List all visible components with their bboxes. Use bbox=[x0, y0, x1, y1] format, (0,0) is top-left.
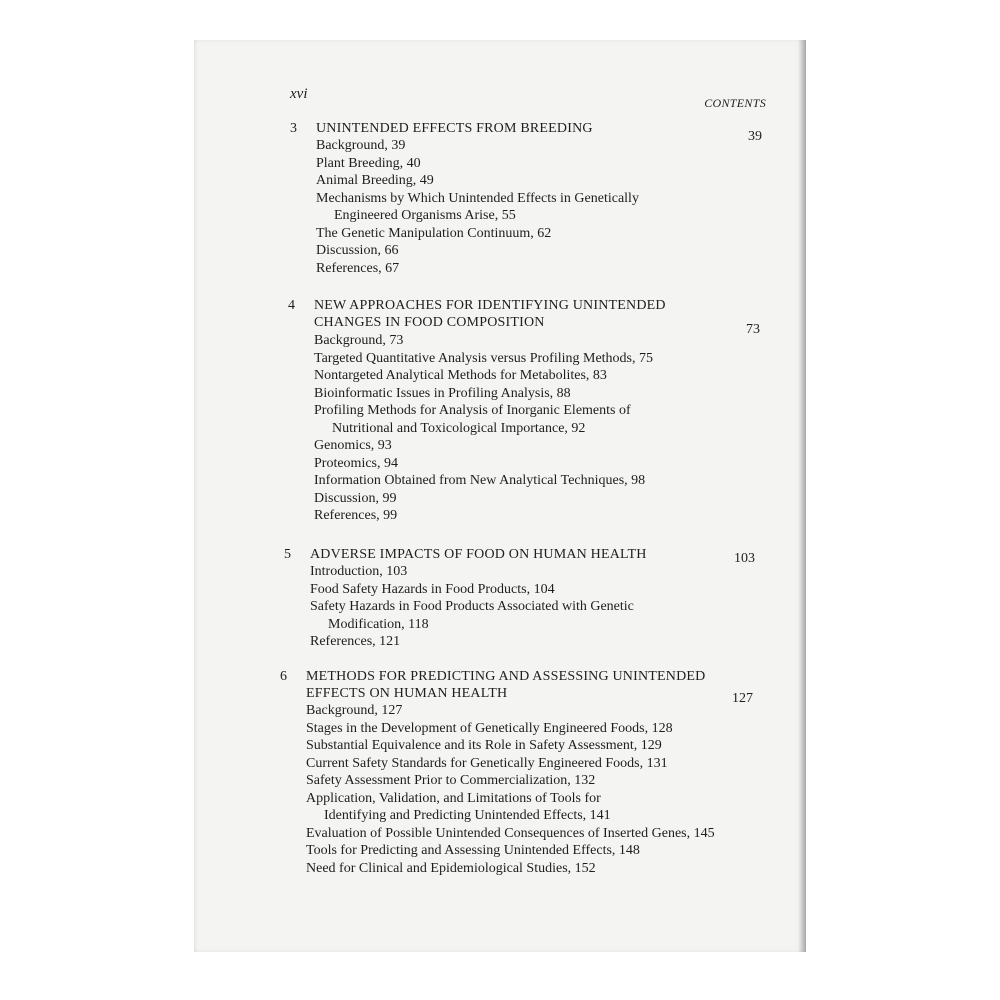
chapter-page-number: 73 bbox=[746, 322, 760, 337]
chapter-entries bbox=[314, 332, 653, 525]
toc-entry: Current Safety Standards for Genetically Engineered Foods, 131 bbox=[306, 755, 668, 771]
chapter-title-line-1: METHODS FOR PREDICTING AND ASSESSING UNINTENDED bbox=[306, 669, 706, 684]
chapter-page-number: 127 bbox=[732, 691, 753, 706]
toc-entry: Tools for Predicting and Assessing Unintended Effects, 148 bbox=[306, 843, 640, 858]
toc-entry: Mechanisms by Which Unintended Effects in Genetically bbox=[316, 190, 639, 206]
toc-entry: Background, 127 bbox=[306, 703, 403, 718]
toc-entry: Food Safety Hazards in Food Products, 104 bbox=[310, 581, 555, 597]
chapter-title: UNINTENDED EFFECTS FROM BREEDING bbox=[316, 121, 593, 136]
chapter-title-line-2: CHANGES IN FOOD COMPOSITION bbox=[314, 315, 545, 330]
toc-entry: Application, Validation, and Limitations of Tools for bbox=[306, 790, 601, 806]
chapter-number: 4 bbox=[288, 298, 295, 313]
book-page bbox=[194, 40, 806, 952]
toc-entry: Safety Assessment Prior to Commercialization, 132 bbox=[306, 773, 596, 788]
toc-entry-continuation: Engineered Organisms Arise, 55 bbox=[334, 208, 516, 223]
chapter-number: 6 bbox=[280, 669, 287, 684]
toc-entry: References, 99 bbox=[314, 508, 398, 523]
toc-entry: Proteomics, 94 bbox=[314, 455, 398, 471]
chapter-entries bbox=[316, 137, 639, 277]
toc-entry: The Genetic Manipulation Continuum, 62 bbox=[316, 225, 552, 241]
toc-entry: References, 121 bbox=[310, 634, 401, 649]
toc-entry: Stages in the Development of Genetically Engineered Foods, 128 bbox=[306, 720, 673, 736]
chapter-page-number: 39 bbox=[748, 129, 762, 144]
chapter-entries bbox=[310, 563, 634, 651]
toc-entry-continuation: Nutritional and Toxicological Importance, 92 bbox=[332, 420, 586, 436]
chapter-entries bbox=[306, 702, 715, 877]
toc-entry: Genomics, 93 bbox=[314, 438, 392, 453]
toc-entry: Bioinformatic Issues in Profiling Analysis, 88 bbox=[314, 385, 571, 401]
page-number-roman: xvi bbox=[290, 86, 308, 102]
toc-entry: Targeted Quantitative Analysis versus Profiling Methods, 75 bbox=[314, 350, 653, 366]
toc-entry: Background, 73 bbox=[314, 333, 404, 348]
toc-entry: Discussion, 66 bbox=[316, 243, 399, 258]
toc-entry: Nontargeted Analytical Methods for Metabolites, 83 bbox=[314, 368, 607, 383]
chapter-number: 3 bbox=[290, 121, 297, 136]
toc-entry-continuation: Identifying and Predicting Unintended Effects, 141 bbox=[324, 808, 611, 823]
toc-entry-continuation: Modification, 118 bbox=[328, 616, 429, 632]
toc-entry: Plant Breeding, 40 bbox=[316, 155, 421, 171]
chapter-title-line-1: NEW APPROACHES FOR IDENTIFYING UNINTENDED bbox=[314, 298, 666, 313]
chapter-page-number: 103 bbox=[734, 551, 755, 566]
chapter-title: ADVERSE IMPACTS OF FOOD ON HUMAN HEALTH bbox=[310, 547, 647, 562]
toc-entry: Evaluation of Possible Unintended Consequences of Inserted Genes, 145 bbox=[306, 825, 715, 841]
chapter-title-line-2: EFFECTS ON HUMAN HEALTH bbox=[306, 686, 508, 701]
running-head-contents: CONTENTS bbox=[704, 96, 766, 110]
toc-entry: Background, 39 bbox=[316, 138, 406, 153]
toc-entry: Introduction, 103 bbox=[310, 564, 408, 579]
toc-entry: Profiling Methods for Analysis of Inorganic Elements of bbox=[314, 403, 631, 418]
toc-entry: References, 67 bbox=[316, 260, 400, 276]
toc-entry: Information Obtained from New Analytical Techniques, 98 bbox=[314, 473, 646, 488]
toc-entry: Discussion, 99 bbox=[314, 490, 397, 506]
chapter-number: 5 bbox=[284, 547, 291, 562]
toc-entry: Safety Hazards in Food Products Associated with Genetic bbox=[310, 599, 634, 614]
toc-entry: Substantial Equivalence and its Role in Safety Assessment, 129 bbox=[306, 738, 662, 753]
toc-entry: Need for Clinical and Epidemiological Studies, 152 bbox=[306, 860, 596, 876]
toc-entry: Animal Breeding, 49 bbox=[316, 173, 434, 188]
